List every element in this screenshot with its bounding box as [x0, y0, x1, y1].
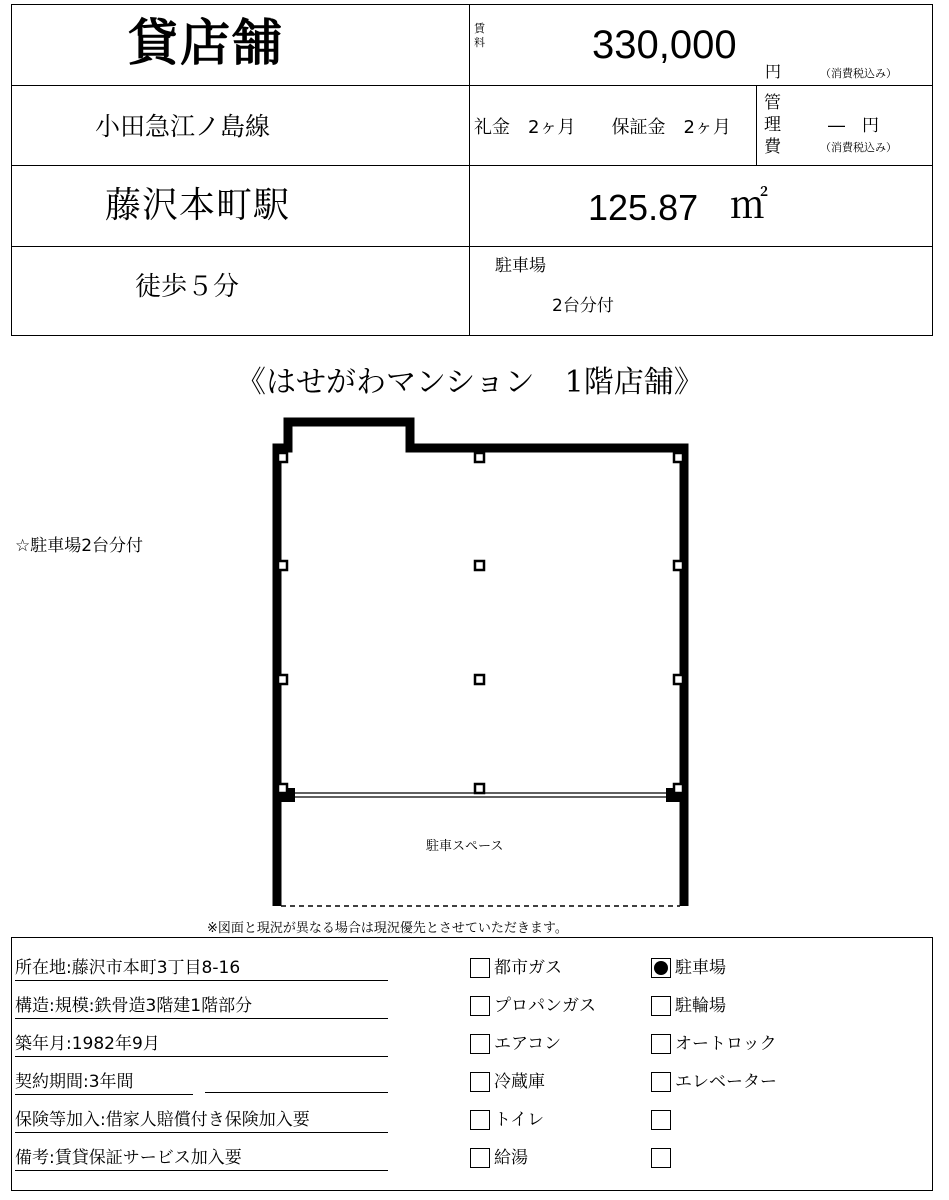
facility-label: 給湯 — [494, 1148, 528, 1168]
contract-extra-line — [205, 1092, 388, 1093]
detail-label: 構造:規模: — [15, 996, 95, 1016]
detail-row — [15, 1150, 242, 1167]
rent-tax-note: （消費税込み） — [820, 67, 897, 80]
detail-row — [15, 998, 252, 1015]
facility-label: エレベーター — [675, 1072, 777, 1092]
mgmt-label-3: 費 — [764, 137, 781, 157]
plan-title: 《はせがわマンション 1階店舗》 — [236, 365, 704, 400]
facility-label: 駐輪場 — [675, 996, 726, 1016]
outer-wall — [277, 422, 684, 906]
facility-checkbox[interactable] — [651, 996, 671, 1016]
detail-value: 借家人賠償付き保険加入要 — [105, 1110, 310, 1130]
facility-checkbox[interactable] — [470, 1110, 490, 1130]
facility-label: 駐車場 — [675, 958, 726, 978]
facility-label: 都市ガス — [494, 958, 562, 978]
mgmt-label-2: 理 — [764, 115, 781, 135]
detail-value: 3年間 — [88, 1072, 134, 1092]
facility-checkbox[interactable] — [470, 1148, 490, 1168]
column — [278, 675, 287, 684]
facility-checkbox[interactable] — [651, 1072, 671, 1092]
facility-checkbox[interactable] — [470, 996, 490, 1016]
detail-label: 契約期間: — [15, 1072, 89, 1092]
detail-row — [15, 1074, 134, 1091]
facility-checkbox[interactable] — [470, 958, 490, 978]
facility-label: プロパンガス — [494, 996, 596, 1016]
parking-label: 駐車場 — [495, 256, 546, 276]
facility-checkbox[interactable] — [651, 1110, 671, 1130]
facility-checkbox[interactable] — [651, 1034, 671, 1054]
mgmt-value: ― 円 — [828, 116, 879, 136]
detail-underline — [15, 1018, 388, 1019]
column — [674, 561, 683, 570]
column — [475, 784, 484, 793]
column — [475, 675, 484, 684]
facility-checkbox[interactable] — [651, 1148, 671, 1168]
detail-value: 藤沢市本町3丁目8-16 — [71, 958, 241, 978]
column — [674, 453, 683, 462]
facility-checkbox[interactable] — [651, 958, 671, 978]
facility-label: オートロック — [675, 1034, 777, 1054]
floor-area-unit: ㎡ — [730, 183, 769, 227]
mgmt-label-1: 管 — [764, 93, 781, 113]
column — [674, 784, 683, 793]
facility-label: 冷蔵庫 — [494, 1072, 545, 1092]
parking-value: 2台分付 — [552, 296, 614, 316]
mgmt-tax-note: （消費税込み） — [820, 141, 897, 154]
detail-label: 保険等加入: — [15, 1110, 106, 1130]
column — [278, 561, 287, 570]
detail-value: 鉄骨造3階建1階部分 — [94, 996, 253, 1016]
column — [674, 675, 683, 684]
facility-label: エアコン — [494, 1034, 562, 1054]
detail-value: 1982年9月 — [71, 1034, 160, 1054]
facility-label: トイレ — [494, 1110, 545, 1130]
column — [278, 784, 287, 793]
side-note: ☆駐車場2台分付 — [15, 536, 144, 556]
detail-label: 備考: — [15, 1148, 55, 1168]
detail-underline — [15, 1056, 388, 1057]
detail-underline — [15, 980, 388, 981]
disclaimer: ※図面と現況が異なる場合は現況優先とさせていただきます。 — [207, 921, 568, 936]
facility-checkbox[interactable] — [470, 1072, 490, 1092]
rent-amount: 330,000 — [592, 23, 737, 67]
rent-label-text: 賃料 — [474, 22, 485, 49]
detail-underline — [15, 1094, 193, 1095]
column — [475, 561, 484, 570]
detail-label: 所在地: — [15, 958, 72, 978]
rail-line: 小田急江ノ島線 — [95, 112, 271, 141]
detail-row — [15, 1112, 310, 1129]
station-name: 藤沢本町駅 — [105, 185, 291, 226]
deposit-terms: 礼金 2ヶ月 保証金 2ヶ月 — [474, 117, 731, 138]
parking-space-label: 駐車スペース — [426, 839, 504, 854]
columns — [278, 453, 683, 793]
walk-time: 徒歩５分 — [135, 272, 240, 302]
detail-label: 築年月: — [15, 1034, 72, 1054]
property-type: 貸店舗 — [128, 14, 284, 72]
detail-underline — [15, 1170, 388, 1171]
detail-row — [15, 1036, 160, 1053]
floor-area: 125.87 — [588, 187, 699, 228]
facility-checkbox[interactable] — [470, 1034, 490, 1054]
detail-row — [15, 960, 240, 977]
column — [475, 453, 484, 462]
detail-value: 賃貸保証サービス加入要 — [54, 1148, 242, 1168]
detail-underline — [15, 1132, 388, 1133]
column — [278, 453, 287, 462]
rent-unit: 円 — [765, 62, 782, 81]
